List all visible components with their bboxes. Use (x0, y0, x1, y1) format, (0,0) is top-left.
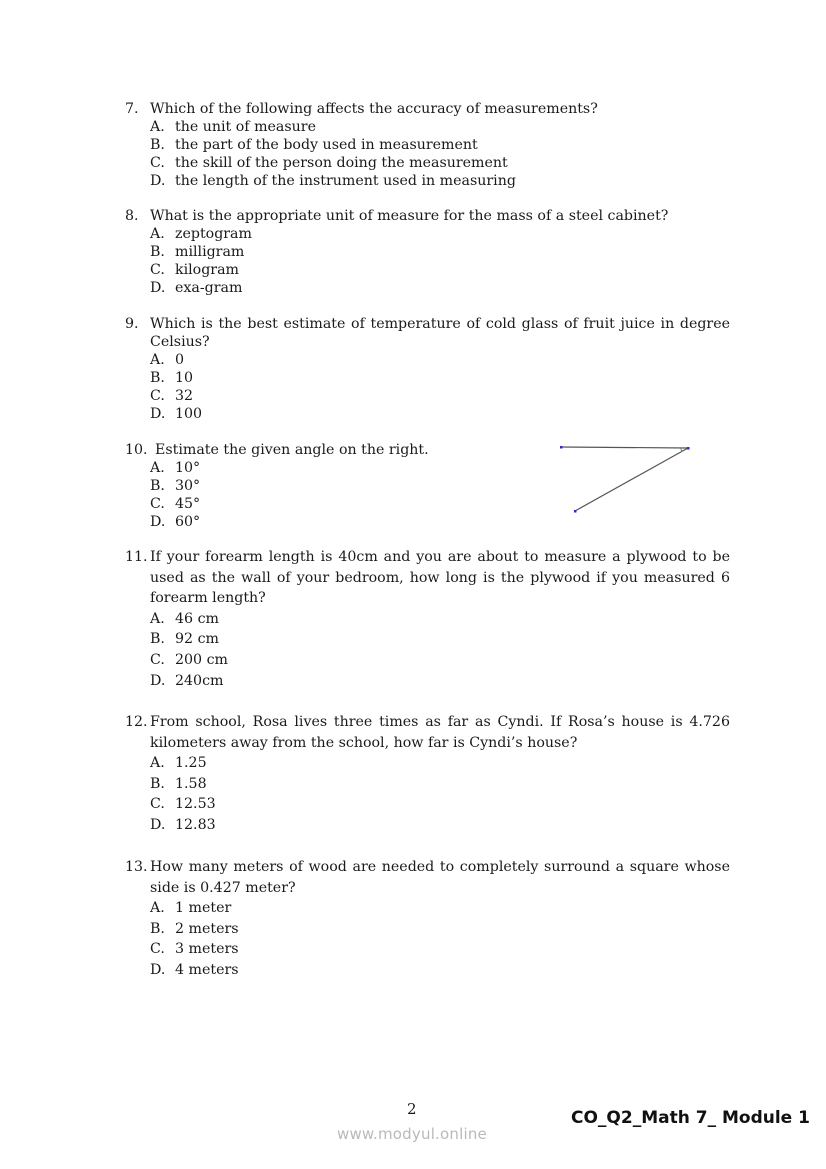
angle-diagram (555, 440, 700, 520)
question-number: 7. (125, 101, 139, 117)
option-d: D. 12.83 (150, 816, 216, 833)
question-text: Which is the best estimate of temperature of cold glass of fruit juice in degree Celsius? (150, 316, 730, 350)
question-13 (125, 857, 730, 981)
option-b: B. 92 cm (150, 631, 219, 648)
option-a: A. 1.25 (150, 755, 207, 772)
option-c: C. 12.53 (150, 796, 216, 813)
option-b: B. 1.58 (150, 775, 207, 792)
option-c: C. kilogram (150, 262, 239, 278)
option-b: B. 10 (150, 370, 194, 386)
question-text: Which of the following affects the accuracy of measurements? (150, 101, 598, 117)
question-number: 8. (125, 208, 139, 224)
option-c: C. 3 meters (150, 941, 239, 958)
option-d: D. the length of the instrument used in measuring (150, 173, 516, 189)
option-c: C. 45° (150, 496, 201, 512)
option-list (125, 118, 730, 190)
question-text: What is the appropriate unit of measure for the mass of a steel cabinet? (150, 208, 669, 224)
option-d: D. 100 (150, 406, 203, 422)
point-icon (560, 446, 563, 449)
option-a: A. 10° (150, 460, 201, 476)
option-d: D. 4 meters (150, 961, 239, 978)
question-9 (125, 315, 730, 423)
question-8 (125, 207, 730, 297)
watermark: www.modyul.online (337, 1125, 487, 1143)
option-list (125, 753, 730, 835)
question-number: 11. (125, 549, 148, 565)
question-text: If your forearm length is 40cm and you are about to measure a plywood to be used as the wall of your bedroom, how long is the plywood if you measured 6 forearm length? (150, 549, 730, 607)
question-11 (125, 547, 730, 691)
option-b: B. 2 meters (150, 920, 239, 937)
option-a: A. 0 (150, 352, 185, 368)
question-text: From school, Rosa lives three times as far as Cyndi. If Rosa’s house is 4.726 kilometers away from the school, how far is Cyndi’s house? (150, 714, 730, 751)
question-number: 9. (125, 316, 139, 332)
question-7 (125, 100, 730, 190)
angle-ray-horizontal (561, 447, 688, 448)
option-d: D. 60° (150, 514, 201, 530)
vertex-point-icon (687, 447, 690, 450)
question-text: Estimate the given angle on the right. (155, 442, 429, 458)
option-a: A. the unit of measure (150, 119, 316, 135)
page-number: 2 (407, 1100, 417, 1118)
option-c: C. the skill of the person doing the measurement (150, 155, 508, 171)
question-number: 12. (125, 714, 148, 730)
question-12 (125, 712, 730, 836)
option-list (125, 225, 730, 297)
point-icon (574, 510, 577, 513)
option-c: C. 32 (150, 388, 194, 404)
option-b: B. the part of the body used in measurement (150, 137, 478, 153)
option-d: D. exa-gram (150, 280, 243, 296)
angle-arc-icon (681, 448, 682, 452)
option-c: C. 200 cm (150, 651, 228, 668)
question-number: 13. (125, 859, 148, 875)
question-10 (125, 441, 545, 531)
option-list (125, 898, 730, 980)
option-b: B. milligram (150, 244, 245, 260)
module-code: CO_Q2_Math 7_ Module 1 (571, 1108, 810, 1128)
option-list (125, 609, 730, 691)
option-b: B. 30° (150, 478, 201, 494)
option-a: A. 1 meter (150, 900, 232, 917)
question-number: 10. (125, 442, 148, 458)
option-d: D. 240cm (150, 672, 224, 689)
question-text: How many meters of wood are needed to completely surround a square whose side is 0.427 meter? (150, 859, 730, 896)
option-a: A. zeptogram (150, 226, 252, 242)
option-a: A. 46 cm (150, 610, 219, 627)
option-list (125, 459, 545, 531)
angle-ray-diagonal (575, 448, 688, 511)
option-list (125, 351, 730, 423)
